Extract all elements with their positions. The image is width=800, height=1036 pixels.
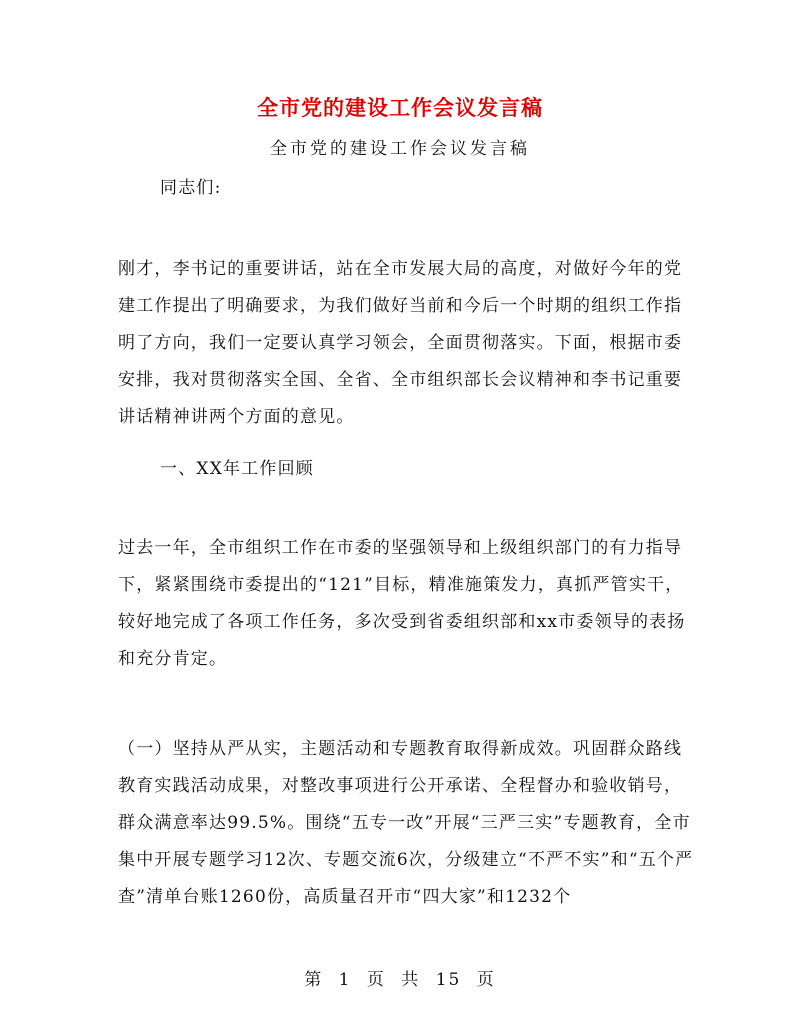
- footer-current-page: 1: [338, 970, 352, 990]
- footer-page-mid: 页: [366, 970, 386, 990]
- page-footer: [0, 965, 800, 990]
- paragraph-item-1: （一）坚持从严从实，主题活动和专题教育取得新成效。巩固群众路线教育实践活动成果，对整改事项进行公开承诺、全程督办和验收销号，群众满意率达99.5%。围绕“五专一改”开展“三严三实”专题教育，全市集中开展专题学习12次、专题交流6次，分级建立“不严不实”和“五个严查”清单台账1260份，高质量召开市“四大家”和1232个: [118, 739, 694, 907]
- footer-total-prefix: 共: [401, 970, 421, 990]
- section-heading-1: 一、XX年工作回顾: [160, 459, 315, 479]
- footer-page-prefix: 第: [304, 970, 324, 990]
- document-subtitle: 全市党的建设工作会议发言稿: [270, 139, 530, 159]
- salutation: 同志们:: [160, 178, 222, 198]
- footer-total-pages: 15: [435, 970, 462, 990]
- paragraph-review: 过去一年，全市组织工作在市委的坚强领导和上级组织部门的有力指导下，紧紧围绕市委提出的“121”目标，精准施策发力，真抓严管实干，较好地完成了各项工作任务，多次受到省委组织部和xx市委领导的表扬和充分肯定。: [118, 538, 686, 669]
- footer-page-suffix: 页: [476, 970, 496, 990]
- document-title: 全市党的建设工作会议发言稿: [257, 95, 543, 120]
- paragraph-intro: 刚才，李书记的重要讲话，站在全市发展大局的高度，对做好今年的党建工作提出了明确要求，为我们做好当前和今后一个时期的组织工作指明了方向，我们一定要认真学习领会，全面贯彻落实。下面，根据市委安排，我对贯彻落实全国、全省、全市组织部长会议精神和李书记重要讲话精神讲两个方面的意见。: [118, 259, 683, 427]
